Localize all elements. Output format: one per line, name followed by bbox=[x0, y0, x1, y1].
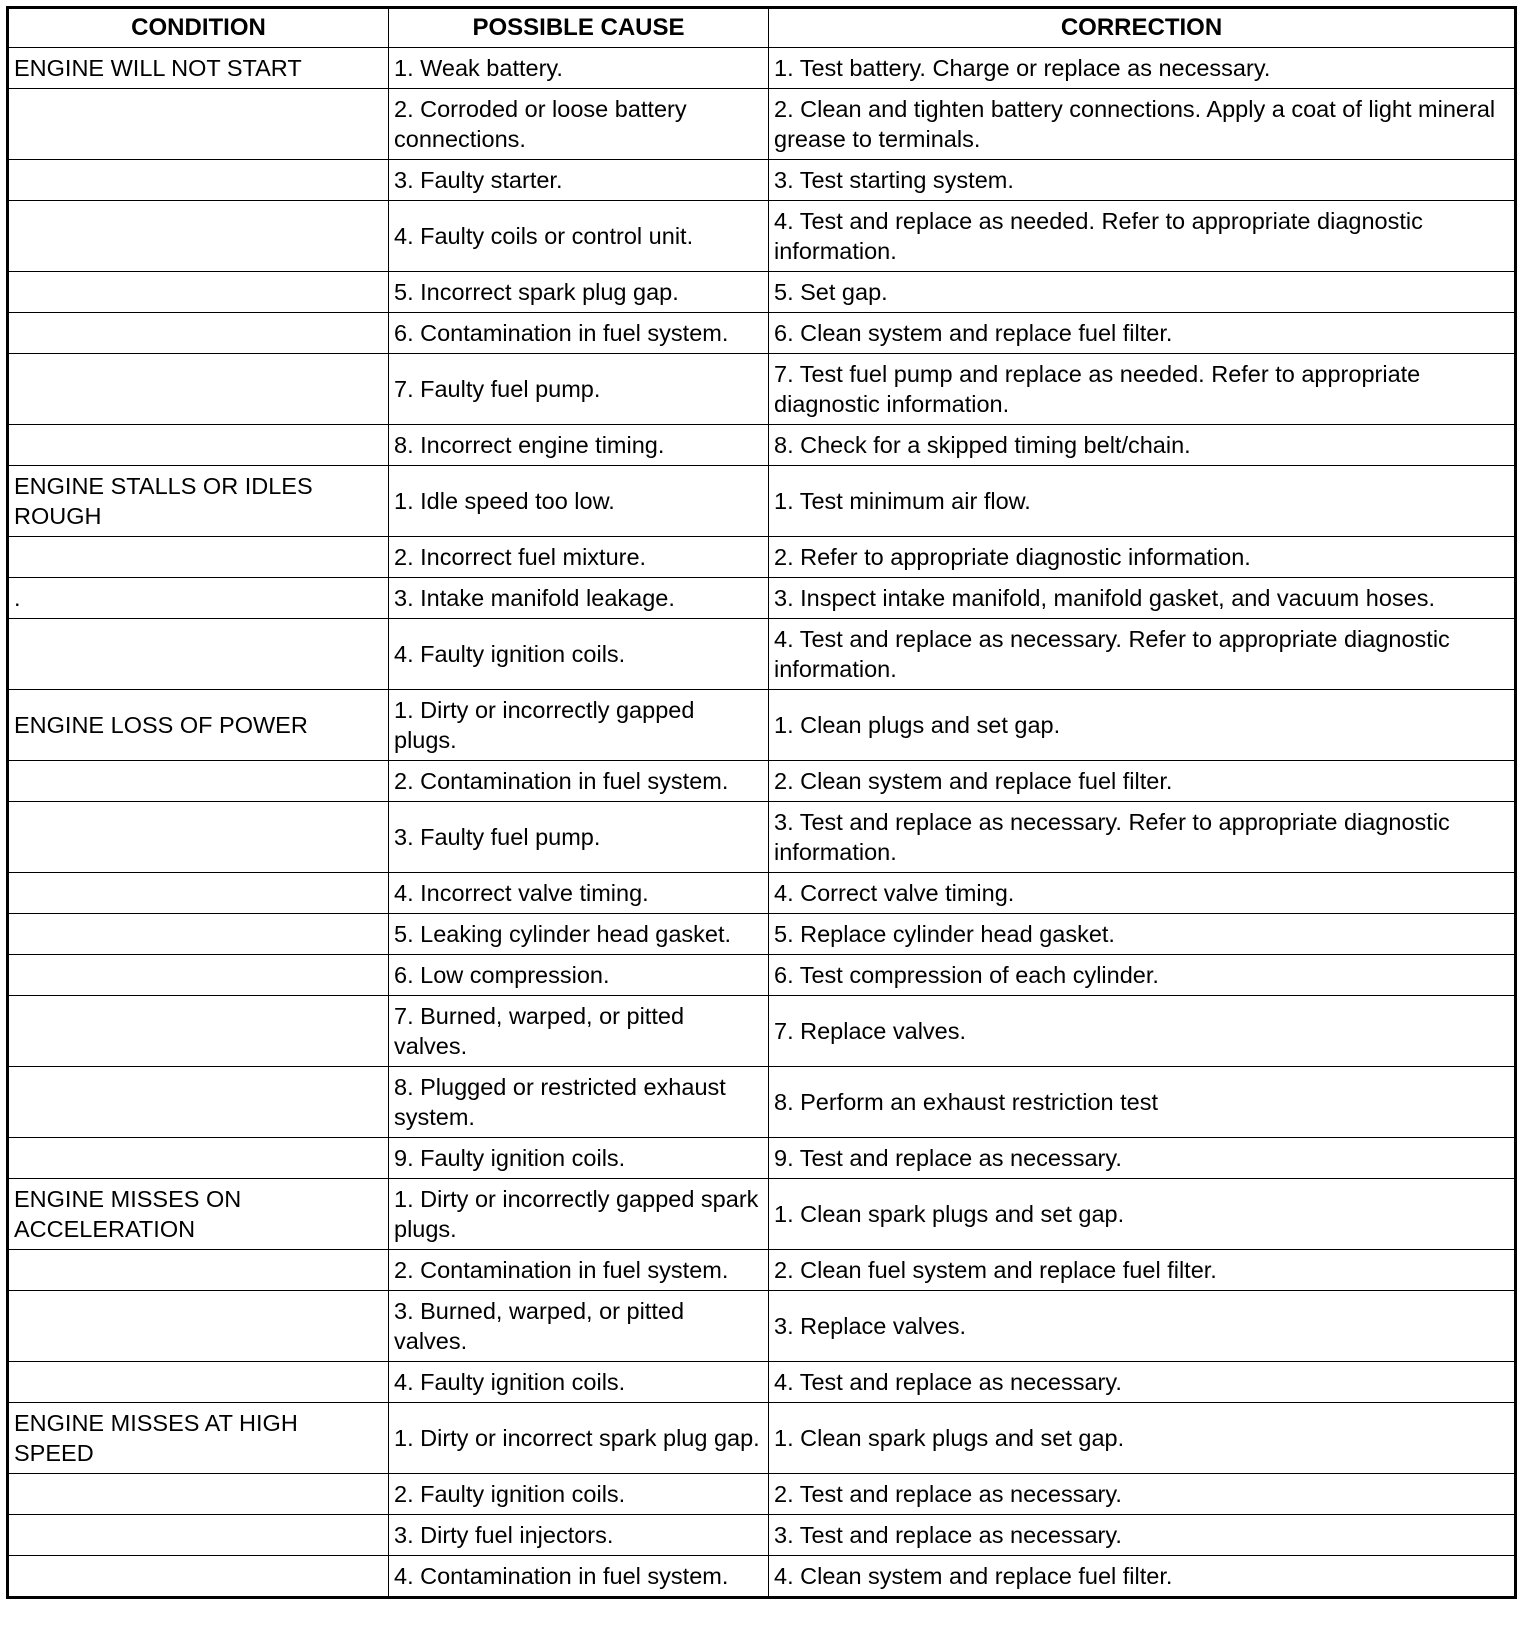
table-row bbox=[8, 914, 1516, 955]
table-row bbox=[8, 89, 1516, 160]
correction-cell: 9. Test and replace as necessary. bbox=[769, 1138, 1516, 1179]
table-row bbox=[8, 466, 1516, 537]
condition-cell bbox=[8, 873, 389, 914]
correction-cell: 2. Clean fuel system and replace fuel filter. bbox=[769, 1250, 1516, 1291]
header-correction: CORRECTION bbox=[769, 8, 1516, 48]
cause-cell: 6. Low compression. bbox=[389, 955, 769, 996]
condition-cell bbox=[8, 1474, 389, 1515]
header-possible-cause: POSSIBLE CAUSE bbox=[389, 8, 769, 48]
condition-cell: ENGINE LOSS OF POWER bbox=[8, 690, 389, 761]
correction-cell: 4. Clean system and replace fuel filter. bbox=[769, 1556, 1516, 1598]
table-header-row bbox=[8, 8, 1516, 48]
condition-cell bbox=[8, 1556, 389, 1598]
correction-cell: 3. Test and replace as necessary. Refer to appropriate diagnostic information. bbox=[769, 802, 1516, 873]
cause-cell: 4. Faulty ignition coils. bbox=[389, 1362, 769, 1403]
condition-cell bbox=[8, 313, 389, 354]
condition-cell bbox=[8, 1362, 389, 1403]
condition-cell bbox=[8, 802, 389, 873]
table-row bbox=[8, 690, 1516, 761]
table-row bbox=[8, 1138, 1516, 1179]
cause-cell: 4. Contamination in fuel system. bbox=[389, 1556, 769, 1598]
table-row bbox=[8, 272, 1516, 313]
table-row bbox=[8, 1362, 1516, 1403]
table-row bbox=[8, 1556, 1516, 1598]
table-row bbox=[8, 354, 1516, 425]
cause-cell: 5. Incorrect spark plug gap. bbox=[389, 272, 769, 313]
condition-cell bbox=[8, 761, 389, 802]
correction-cell: 3. Inspect intake manifold, manifold gasket, and vacuum hoses. bbox=[769, 578, 1516, 619]
condition-cell: ENGINE MISSES AT HIGH SPEED bbox=[8, 1403, 389, 1474]
correction-cell: 7. Replace valves. bbox=[769, 996, 1516, 1067]
cause-cell: 8. Incorrect engine timing. bbox=[389, 425, 769, 466]
cause-cell: 2. Faulty ignition coils. bbox=[389, 1474, 769, 1515]
table-row bbox=[8, 1291, 1516, 1362]
correction-cell: 2. Clean system and replace fuel filter. bbox=[769, 761, 1516, 802]
cause-cell: 3. Faulty starter. bbox=[389, 160, 769, 201]
correction-cell: 8. Perform an exhaust restriction test bbox=[769, 1067, 1516, 1138]
correction-cell: 2. Refer to appropriate diagnostic information. bbox=[769, 537, 1516, 578]
cause-cell: 2. Corroded or loose battery connections. bbox=[389, 89, 769, 160]
correction-cell: 2. Clean and tighten battery connections. Apply a coat of light mineral grease to terminals. bbox=[769, 89, 1516, 160]
table-row bbox=[8, 160, 1516, 201]
table-body bbox=[8, 48, 1516, 1598]
condition-cell bbox=[8, 425, 389, 466]
cause-cell: 3. Faulty fuel pump. bbox=[389, 802, 769, 873]
correction-cell: 2. Test and replace as necessary. bbox=[769, 1474, 1516, 1515]
table-row bbox=[8, 425, 1516, 466]
cause-cell: 2. Contamination in fuel system. bbox=[389, 1250, 769, 1291]
correction-cell: 7. Test fuel pump and replace as needed. Refer to appropriate diagnostic information. bbox=[769, 354, 1516, 425]
correction-cell: 3. Test starting system. bbox=[769, 160, 1516, 201]
correction-cell: 4. Test and replace as necessary. Refer to appropriate diagnostic information. bbox=[769, 619, 1516, 690]
table-row bbox=[8, 761, 1516, 802]
condition-cell bbox=[8, 201, 389, 272]
table-row bbox=[8, 1403, 1516, 1474]
table-row bbox=[8, 1250, 1516, 1291]
table-row bbox=[8, 48, 1516, 89]
table-row bbox=[8, 802, 1516, 873]
correction-cell: 5. Set gap. bbox=[769, 272, 1516, 313]
correction-cell: 6. Clean system and replace fuel filter. bbox=[769, 313, 1516, 354]
table-row bbox=[8, 578, 1516, 619]
condition-cell bbox=[8, 955, 389, 996]
cause-cell: 7. Faulty fuel pump. bbox=[389, 354, 769, 425]
cause-cell: 4. Incorrect valve timing. bbox=[389, 873, 769, 914]
cause-cell: 1. Idle speed too low. bbox=[389, 466, 769, 537]
cause-cell: 2. Contamination in fuel system. bbox=[389, 761, 769, 802]
condition-cell bbox=[8, 537, 389, 578]
condition-cell: ENGINE STALLS OR IDLES ROUGH bbox=[8, 466, 389, 537]
condition-cell bbox=[8, 160, 389, 201]
table-row bbox=[8, 1067, 1516, 1138]
correction-cell: 4. Correct valve timing. bbox=[769, 873, 1516, 914]
correction-cell: 1. Test battery. Charge or replace as necessary. bbox=[769, 48, 1516, 89]
correction-cell: 1. Clean spark plugs and set gap. bbox=[769, 1179, 1516, 1250]
condition-cell bbox=[8, 354, 389, 425]
correction-cell: 1. Test minimum air flow. bbox=[769, 466, 1516, 537]
table-row bbox=[8, 1515, 1516, 1556]
condition-cell bbox=[8, 1515, 389, 1556]
condition-cell bbox=[8, 996, 389, 1067]
correction-cell: 8. Check for a skipped timing belt/chain. bbox=[769, 425, 1516, 466]
cause-cell: 4. Faulty ignition coils. bbox=[389, 619, 769, 690]
cause-cell: 9. Faulty ignition coils. bbox=[389, 1138, 769, 1179]
table-row bbox=[8, 873, 1516, 914]
table-row bbox=[8, 313, 1516, 354]
cause-cell: 1. Dirty or incorrectly gapped plugs. bbox=[389, 690, 769, 761]
cause-cell: 5. Leaking cylinder head gasket. bbox=[389, 914, 769, 955]
cause-cell: 1. Dirty or incorrect spark plug gap. bbox=[389, 1403, 769, 1474]
cause-cell: 8. Plugged or restricted exhaust system. bbox=[389, 1067, 769, 1138]
condition-cell bbox=[8, 914, 389, 955]
correction-cell: 4. Test and replace as necessary. bbox=[769, 1362, 1516, 1403]
condition-cell bbox=[8, 272, 389, 313]
cause-cell: 3. Intake manifold leakage. bbox=[389, 578, 769, 619]
table-row bbox=[8, 201, 1516, 272]
condition-cell bbox=[8, 1250, 389, 1291]
table-row bbox=[8, 619, 1516, 690]
cause-cell: 1. Weak battery. bbox=[389, 48, 769, 89]
condition-cell bbox=[8, 1067, 389, 1138]
correction-cell: 4. Test and replace as needed. Refer to appropriate diagnostic information. bbox=[769, 201, 1516, 272]
cause-cell: 3. Dirty fuel injectors. bbox=[389, 1515, 769, 1556]
condition-cell bbox=[8, 619, 389, 690]
cause-cell: 1. Dirty or incorrectly gapped spark plugs. bbox=[389, 1179, 769, 1250]
correction-cell: 1. Clean plugs and set gap. bbox=[769, 690, 1516, 761]
table-row bbox=[8, 1474, 1516, 1515]
condition-cell bbox=[8, 1138, 389, 1179]
correction-cell: 3. Test and replace as necessary. bbox=[769, 1515, 1516, 1556]
correction-cell: 1. Clean spark plugs and set gap. bbox=[769, 1403, 1516, 1474]
table-row bbox=[8, 955, 1516, 996]
correction-cell: 5. Replace cylinder head gasket. bbox=[769, 914, 1516, 955]
cause-cell: 3. Burned, warped, or pitted valves. bbox=[389, 1291, 769, 1362]
condition-cell bbox=[8, 89, 389, 160]
diagnosis-table bbox=[6, 6, 1517, 1599]
cause-cell: 4. Faulty coils or control unit. bbox=[389, 201, 769, 272]
correction-cell: 6. Test compression of each cylinder. bbox=[769, 955, 1516, 996]
condition-cell: . bbox=[8, 578, 389, 619]
condition-cell bbox=[8, 1291, 389, 1362]
cause-cell: 6. Contamination in fuel system. bbox=[389, 313, 769, 354]
table-row bbox=[8, 996, 1516, 1067]
condition-cell: ENGINE MISSES ON ACCELERATION bbox=[8, 1179, 389, 1250]
cause-cell: 7. Burned, warped, or pitted valves. bbox=[389, 996, 769, 1067]
correction-cell: 3. Replace valves. bbox=[769, 1291, 1516, 1362]
header-condition: CONDITION bbox=[8, 8, 389, 48]
condition-cell: ENGINE WILL NOT START bbox=[8, 48, 389, 89]
cause-cell: 2. Incorrect fuel mixture. bbox=[389, 537, 769, 578]
table-row bbox=[8, 537, 1516, 578]
table-row bbox=[8, 1179, 1516, 1250]
